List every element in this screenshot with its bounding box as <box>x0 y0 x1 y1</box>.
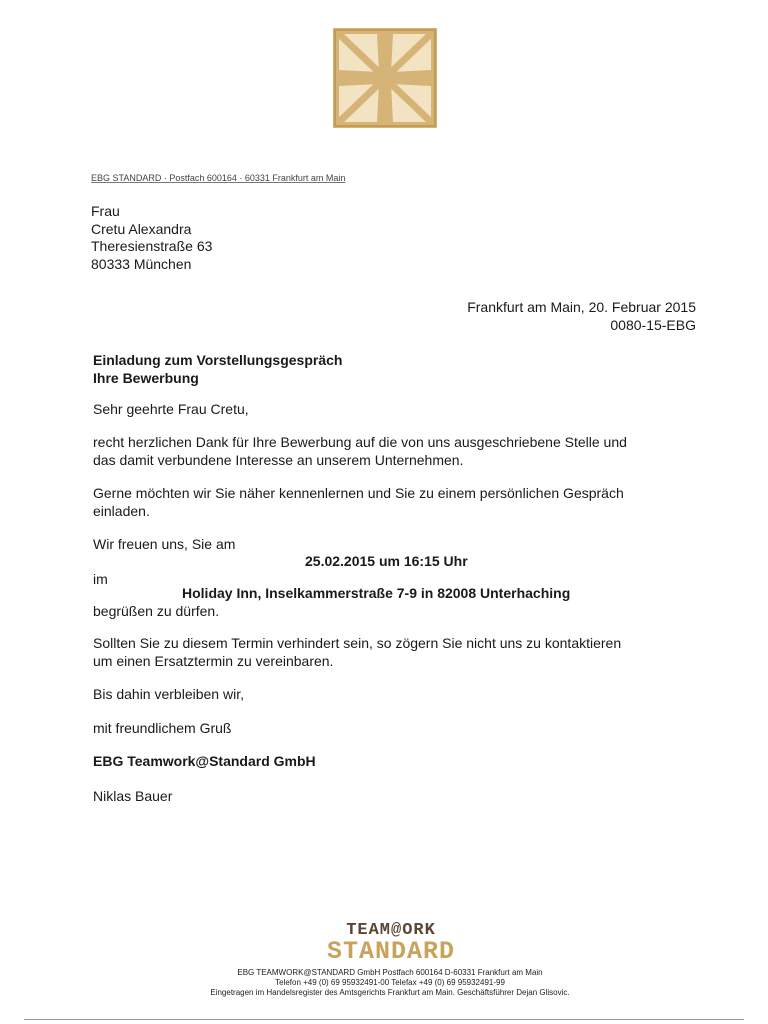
paragraph-1-line-2: das damit verbundene Interesse an unserem Unternehmen. <box>93 452 464 468</box>
footer-line-2: Telefon +49 (0) 69 95932491-00 Telefax +49 (0) 69 95932491-99 <box>275 978 505 987</box>
date-reference-block <box>400 299 696 334</box>
subject <box>93 352 342 387</box>
recipient-address <box>91 203 212 273</box>
sender-return-address: EBG STANDARD · Postfach 600164 · 60331 Frankfurt am Main <box>91 173 346 183</box>
teamwork-standard-logo-icon <box>312 916 470 962</box>
paragraph-2-line-2: einladen. <box>93 503 150 519</box>
paragraph-5: Bis dahin verbleiben wir, <box>93 686 244 702</box>
recipient-name: Cretu Alexandra <box>91 220 192 237</box>
paragraph-3-intro: Wir freuen uns, Sie am <box>93 536 236 552</box>
paragraph-2-line-1: Gerne möchten wir Sie näher kennenlernen und Sie zu einem persönlichen Gespräch <box>93 485 624 501</box>
footer-line-3: Eingetragen im Handelsregister des Amtsgerichts Frankfurt am Main. Geschäftsführer Dejan Glisovic. <box>210 988 570 997</box>
signer-name: Niklas Bauer <box>93 788 173 804</box>
recipient-street: Theresienstraße 63 <box>91 238 213 254</box>
bottom-divider <box>24 1019 744 1020</box>
paragraph-3-end: begrüßen zu dürfen. <box>93 603 220 619</box>
company-logo-bottom <box>312 916 470 962</box>
footer <box>150 968 630 998</box>
subject-line-2: Ihre Bewerbung <box>93 369 199 386</box>
greeting: Sehr geehrte Frau Cretu, <box>93 401 249 417</box>
paragraph-3-im: im <box>93 571 108 587</box>
place-date: Frankfurt am Main, 20. Februar 2015 <box>467 299 696 315</box>
logo-text-standard: STANDARD <box>326 937 456 962</box>
reference-number: 0080-15-EBG <box>610 316 696 333</box>
recipient-salutation: Frau <box>91 203 120 219</box>
company-logo-top <box>333 28 437 128</box>
subject-line-1: Einladung zum Vorstellungsgespräch <box>93 352 343 368</box>
paragraph-4-line-2: um einen Ersatztermin zu vereinbaren. <box>93 653 334 669</box>
paragraph-4-line-1: Sollten Sie zu diesem Termin verhindert sein, so zögern Sie nicht uns zu kontaktieren <box>93 635 622 651</box>
appointment-location: Holiday Inn, Inselkammerstraße 7-9 in 82008 Unterhaching <box>182 585 571 601</box>
paragraph-1-line-1: recht herzlichen Dank für Ihre Bewerbung auf die von uns ausgeschriebene Stelle und <box>93 434 627 450</box>
appointment-datetime: 25.02.2015 um 16:15 Uhr <box>305 553 468 569</box>
logo-text-teamwork: TEAM@ORK <box>346 921 436 940</box>
recipient-city: 80333 München <box>91 255 192 272</box>
star-logo-icon <box>333 28 437 128</box>
footer-line-1: EBG TEAMWORK@STANDARD GmbH Postfach 600164 D-60331 Frankfurt am Main <box>237 968 543 977</box>
closing: mit freundlichem Gruß <box>93 720 232 736</box>
company-name: EBG Teamwork@Standard GmbH <box>93 753 316 769</box>
